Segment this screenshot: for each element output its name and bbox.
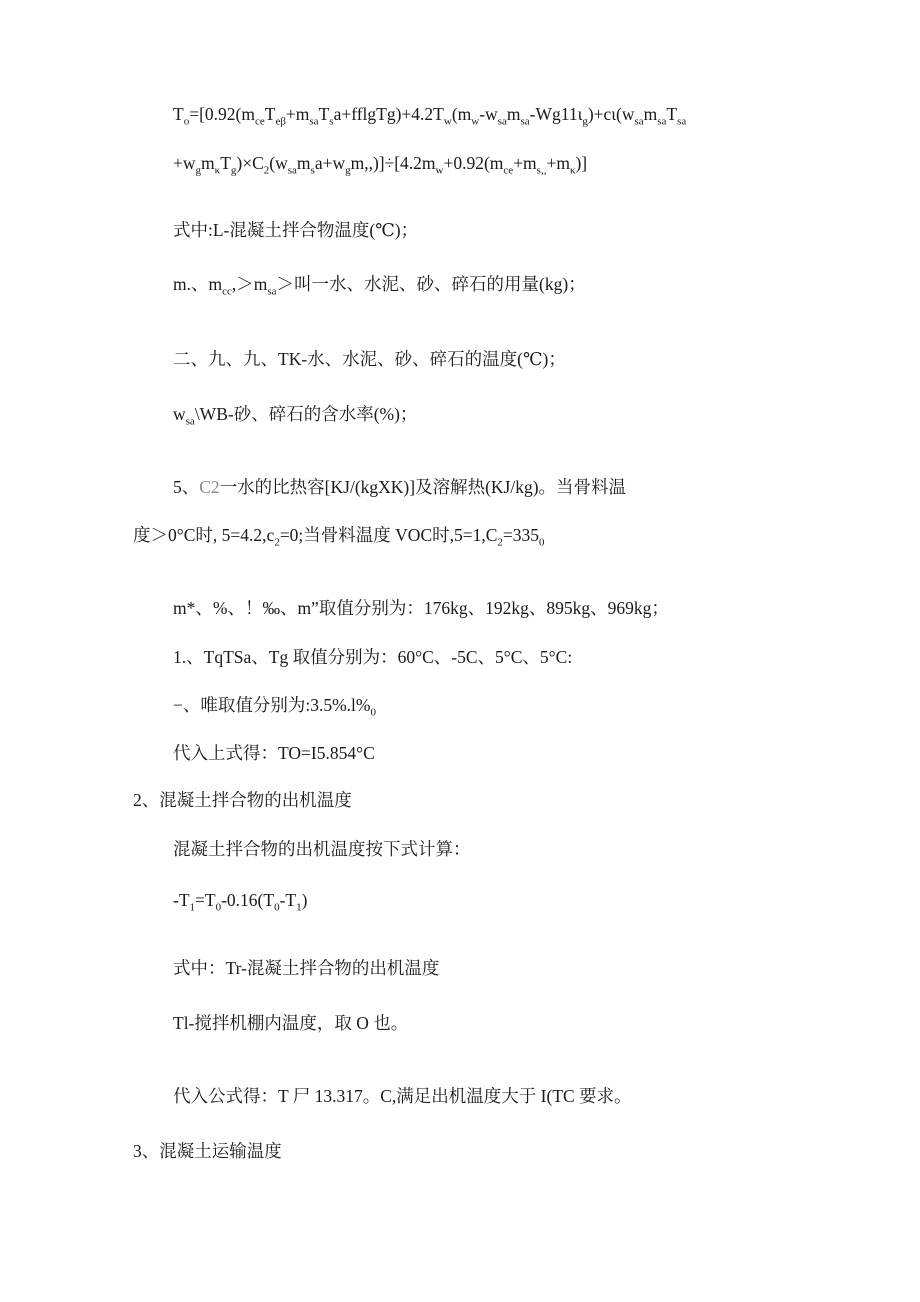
- formula-sub: g: [195, 164, 202, 177]
- heat2-sub: 2: [274, 536, 280, 549]
- formula-text: )]: [575, 153, 588, 173]
- formula-text: m: [296, 153, 311, 173]
- values-line-1: m*、%、！‰、m”取值分别为：176kg、192kg、895kg、969kg；: [173, 598, 669, 618]
- formula-2: [173, 889, 308, 914]
- section-3-heading: 3、混凝土运输温度: [133, 1141, 282, 1161]
- formula-text: T: [173, 104, 184, 124]
- formula-text: a+w: [314, 153, 346, 173]
- formula2-text: ): [301, 890, 308, 910]
- formula2-text: -0.16(T: [221, 890, 275, 910]
- formula-text: +m: [285, 104, 310, 124]
- formula2-text: -T: [173, 890, 190, 910]
- result-line-2: 代入公式得：T 尸 13.317。C,满足出机温度大于 I(TC 要求。: [173, 1086, 632, 1106]
- moisture-sub: sa: [185, 415, 195, 428]
- formula-text: )×C: [236, 153, 264, 173]
- formula-text: T: [220, 153, 231, 173]
- formula-text: +w: [173, 153, 196, 173]
- heat-text: 5、: [173, 477, 200, 497]
- section-2-intro: 混凝土拌合物的出机温度按下式计算：: [173, 839, 471, 859]
- formula-sub: g: [345, 164, 351, 177]
- formula-text: (m: [451, 104, 472, 124]
- heat-text: 一水的比热容[KJ/(kgXK)]及溶解热(KJ/kg)。当骨料温: [219, 477, 627, 497]
- values3-text: −、唯取值分别为:3.5%.l%: [173, 695, 371, 715]
- formula-text: T: [666, 104, 678, 124]
- formula2-text: -T: [279, 890, 297, 910]
- heat2-sub: 2: [497, 536, 503, 549]
- formula-text: T: [318, 104, 330, 124]
- formula-sub: o: [183, 115, 190, 128]
- formula-text: -Wg11ι: [529, 104, 583, 124]
- heat-capacity-line: [173, 476, 626, 498]
- formula-text: m,,)]÷[4.2m: [350, 153, 436, 173]
- values-line-2: 1.、TqTSa、Tg 取值分别为：60°C、-5C、5°C、5°C:: [173, 647, 573, 667]
- where-clause-3: Tl-搅拌机棚内温度，取 O 也。: [173, 1013, 409, 1033]
- formula-text: m: [201, 153, 215, 173]
- formula-text: +0.92(m: [443, 153, 504, 173]
- formula-sub: sa: [497, 115, 507, 128]
- masses-text: ,＞m: [231, 274, 268, 294]
- heat2-sub: 0: [539, 536, 545, 549]
- formula-line-1: [173, 103, 687, 128]
- temperatures-line: 二、九、九、TK-水、水泥、砂、碎石的温度(℃)；: [173, 349, 566, 369]
- formula-text: +m: [546, 153, 570, 173]
- moisture-text: \WB-砂、碎石的含水率(%)；: [194, 404, 418, 424]
- heat2-text: 度＞0°C时, 5=4.2,c: [133, 525, 275, 545]
- moisture-line: [173, 403, 418, 428]
- formula-sub: sa: [657, 115, 667, 128]
- formula-sub: sa: [287, 164, 297, 177]
- formula-sub: ce: [503, 164, 514, 177]
- formula2-sub: 1: [189, 901, 196, 914]
- formula-sub: ce: [254, 115, 265, 128]
- moisture-text: w: [173, 404, 186, 424]
- heat-capacity-line-2: [133, 524, 545, 549]
- formula-text: =[0.92(m: [189, 104, 255, 124]
- formula-sub: g: [230, 164, 237, 177]
- formula-sub: sa: [309, 115, 319, 128]
- formula-sub: s,,: [536, 164, 547, 177]
- formula2-sub: 0: [215, 901, 222, 914]
- formula2-sub: 1: [296, 901, 302, 914]
- heat-symbol: C2: [199, 477, 220, 497]
- formula-sub: s: [310, 164, 315, 177]
- formula-sub: eβ: [275, 115, 286, 128]
- formula-sub: s: [329, 115, 334, 128]
- masses-sub: cc: [222, 285, 232, 298]
- section-2-heading: 2、混凝土拌合物的出机温度: [133, 790, 352, 810]
- formula-sub: 2: [263, 164, 270, 177]
- formula-text: +m: [513, 153, 537, 173]
- formula-text: -w: [479, 104, 498, 124]
- values-line-3: [173, 694, 376, 719]
- formula-sub: w: [435, 164, 444, 177]
- where-clause-1: 式中:L-混凝土拌合物温度(℃)；: [173, 220, 419, 240]
- formula-text: a+fflgTg)+4.2T: [333, 104, 444, 124]
- formula-sub: sa: [677, 115, 687, 128]
- formula-sub: g: [582, 115, 588, 128]
- heat2-text: =335: [502, 525, 540, 545]
- masses-text: ＞叫一水、水泥、砂、碎石的用量(kg)；: [276, 274, 586, 294]
- formula-text: T: [264, 104, 276, 124]
- formula-sub: sa: [634, 115, 644, 128]
- formula-text: )+cι(w: [587, 104, 635, 124]
- formula-text: (w: [269, 153, 288, 173]
- formula-line-2: [173, 152, 588, 177]
- formula-text: m: [506, 104, 521, 124]
- values3-sub: 0: [370, 706, 376, 719]
- formula-sub: w: [471, 115, 480, 128]
- formula-sub: sa: [520, 115, 530, 128]
- masses-sub: sa: [267, 285, 277, 298]
- formula-sub: w: [443, 115, 452, 128]
- formula-sub: κ: [214, 164, 221, 177]
- formula-sub: κ: [569, 164, 576, 177]
- result-line-1: 代入上式得：TO=I5.854°C: [173, 743, 375, 763]
- masses-text: m.、m: [173, 274, 223, 294]
- formula-text: m: [643, 104, 658, 124]
- where-clause-2: 式中：Tr-混凝土拌合物的出机温度: [173, 958, 440, 978]
- masses-line: [173, 273, 586, 298]
- formula2-sub: 0: [274, 901, 280, 914]
- heat2-text: =0;当骨料温度 VOC时,5=1,C: [279, 525, 498, 545]
- formula2-text: =T: [195, 890, 216, 910]
